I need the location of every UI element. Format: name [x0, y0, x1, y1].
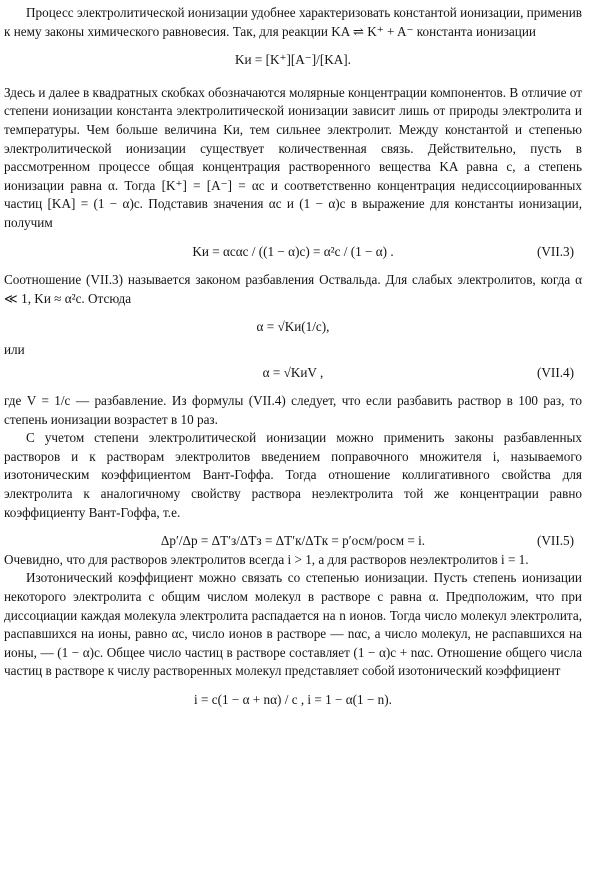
equation-vii-5	[4, 532, 582, 551]
paragraph-dilution: где V = 1/c — разбавление. Из формулы (VII.4) следует, что если разбавить раствор в 100 раз, то степень ионизации возрастет в 10 раз.	[4, 393, 582, 427]
paragraph-i-greater-one: Очевидно, что для растворов электролитов всегда i > 1, а для растворов неэлектролитов i = 1.	[4, 551, 529, 567]
equation-vii-3	[4, 243, 582, 262]
equation-text: Δp′/Δp = ΔT′з/ΔTз = ΔT′к/ΔTк = p′осм/pосм = i.	[160, 533, 426, 549]
paragraph-isotonic-coefficient: Изотонический коэффициент можно связать со степенью ионизации. Пусть степень ионизации некоторого электролита с общим числом молекул в растворе c равна α. Предположим, что при диссоциации каждая молекула электролита распадается на n ионов. Тогда число молекул электролита, распавшихся на ионы, равно αc, число ионов в растворе — nαc, а число молекул, не распавшихся на ионы, — (1 − α)c. Общее число частиц в растворе составляет (1 − α)c + nαc. Отношение общего числа частиц в растворе к числу растворенных молекул представляет собой изотонический коэффициент	[4, 570, 582, 679]
paragraph-vant-hoff: С учетом степени электролитической ионизации можно применить законы разбавленных растворов и к растворам электролитов введением поправочного множителя i, называемого изотоническим коэффициентом Вант-Гоффа. Тогда отношение коллигативного свойства для электролита к аналогичному свойству раствора неэлектролита той же концентрации равно коэффициенту Вант-Гоффа, т.е.	[4, 430, 582, 520]
paragraph-ionization-relation: Здесь и далее в квадратных скобках обозначаются молярные концентрации компонентов. В отличие от степени ионизации константа электролитической ионизации зависит лишь от природы электролита и температуры. Чем больше величина Kи, тем сильнее электролит. Между константой и степенью электролитической ионизации существует количественная связь. Действительно, пусть в рассмотренном процессе общая концентрация растворенного вещества KA равна c, а степень ионизации равна α. Тогда [K⁺] = [A⁻] = αc и соответственно концентрация недиссоциированных частиц [KA] = (1 − α)c. Подставив значения αc и (1 − α)c в выражение для константы ионизации, получим	[4, 84, 582, 230]
paragraph-ionization-constant: Процесс электролитической ионизации удобнее характеризовать константой ионизации, применив к нему законы химического равновесия. Так, для реакции KA ⇌ K⁺ + A⁻ константа ионизации	[4, 5, 582, 39]
equation-text: Kи = [K⁺][A⁻]/[KA].	[235, 52, 351, 68]
equation-number: (VII.5)	[537, 533, 574, 549]
equation-alpha-root	[4, 318, 582, 337]
equation-text: i = c(1 − α + nα) / c , i = 1 − α(1 − n).	[194, 692, 392, 707]
equation-text: Kи = αcαc / ((1 − α)c) = α²c / (1 − α) .	[192, 243, 394, 259]
equation-vii-4	[4, 364, 582, 383]
equation-text: α = √KиV ,	[262, 364, 324, 380]
equation-number: (VII.3)	[537, 243, 574, 259]
equation-number: (VII.4)	[537, 364, 574, 380]
equation-isotonic	[4, 691, 582, 710]
paragraph-or: или	[4, 341, 25, 357]
equation-text: α = √Kи(1/c),	[256, 319, 330, 335]
paragraph-ostwald-law: Соотношение (VII.3) называется законом разбавления Оствальда. Для слабых электролитов, когда α ≪ 1, Kи ≈ α²c. Отсюда	[4, 272, 582, 306]
equation-ionization-constant	[4, 51, 582, 70]
